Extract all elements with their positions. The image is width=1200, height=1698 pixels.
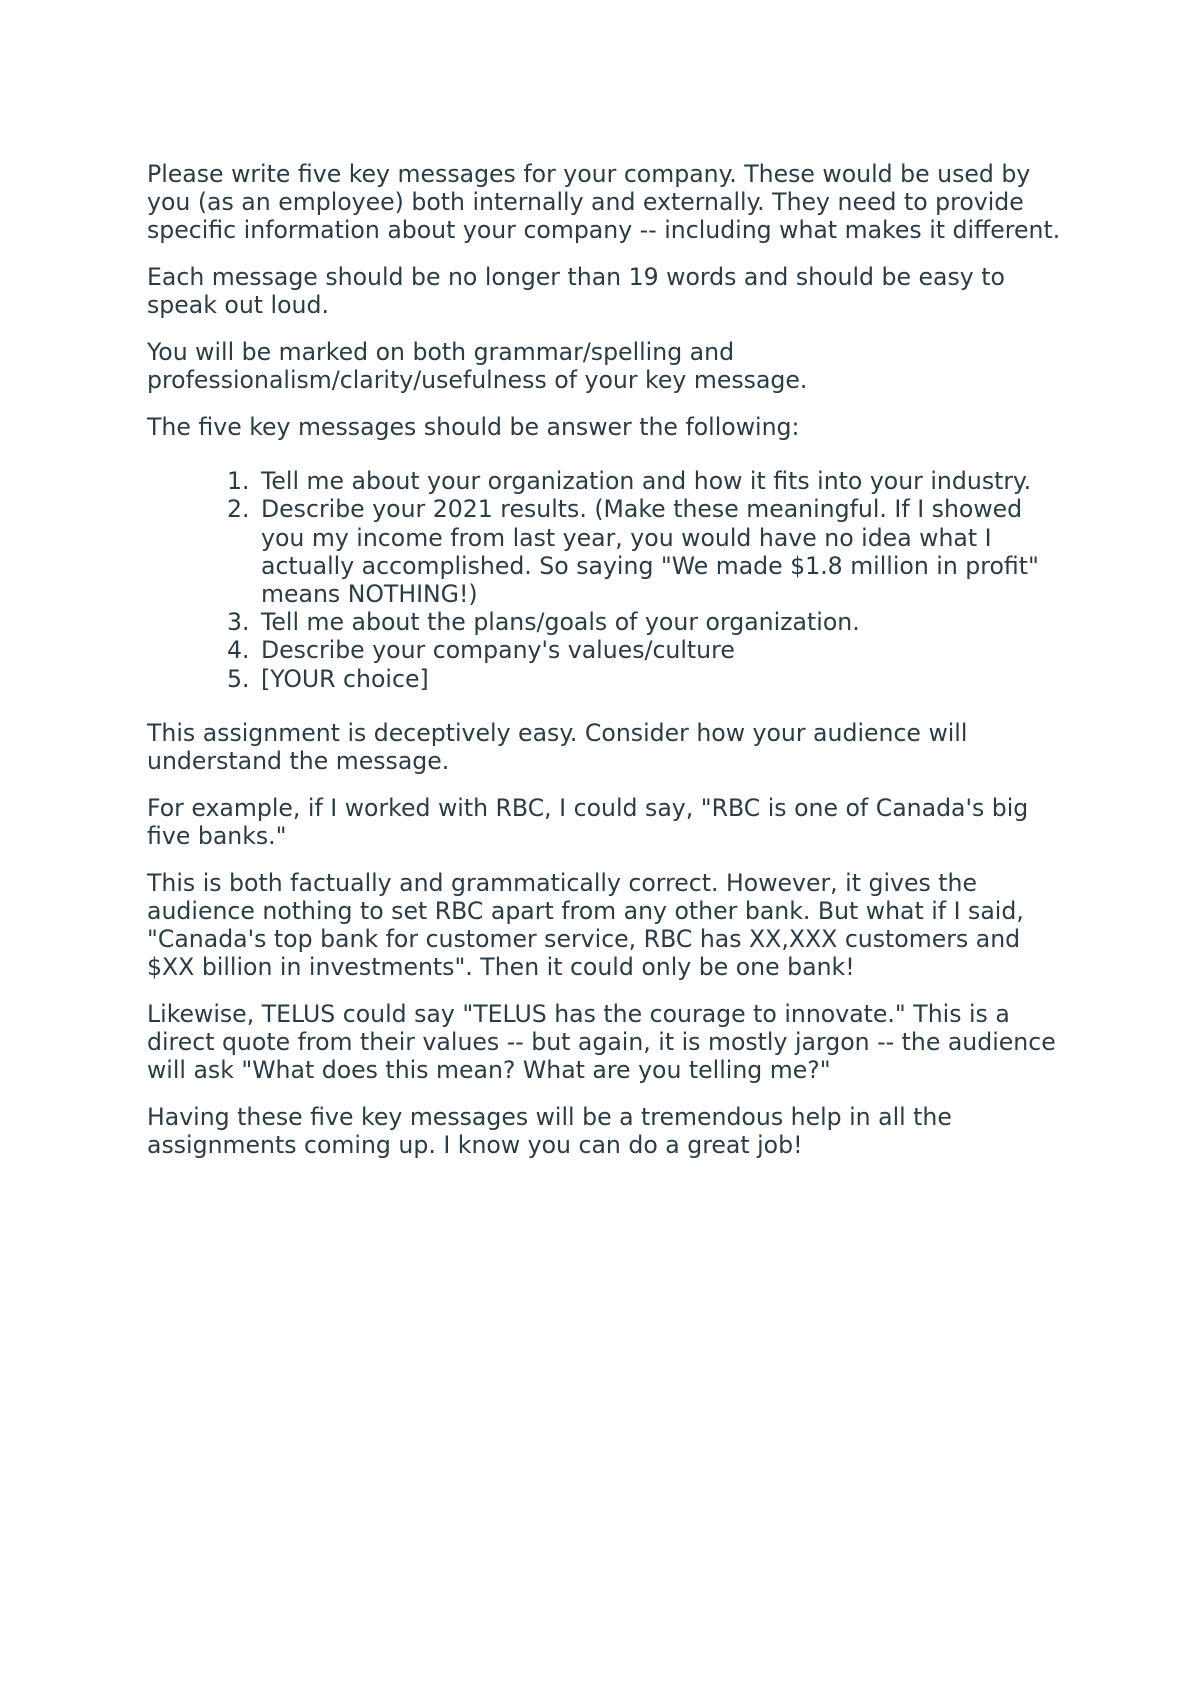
intro-paragraph: Please write five key messages for your company. These would be used by you (as an employee) both internally and externally. They need to provide specific information about your company -- including what makes it different. bbox=[147, 160, 1061, 245]
intro-paragraph: Each message should be no longer than 19 words and should be easy to speak out loud. bbox=[147, 263, 1005, 320]
list-item: 4. Describe your company's values/culture bbox=[257, 636, 1067, 664]
intro-paragraph: The five key messages should be answer the following: bbox=[147, 412, 800, 441]
closing-paragraph: Likewise, TELUS could say "TELUS has the courage to innovate." This is a direct quote from their values -- but again, it is mostly jargon -- the audience will ask "What does this mean? What are you telling me?" bbox=[147, 999, 1056, 1085]
closing-paragraph: Having these five key messages will be a tremendous help in all the assignments coming up. I know you can do a great job! bbox=[147, 1102, 952, 1160]
list-item: 5. [YOUR choice] bbox=[257, 665, 1067, 693]
document-body bbox=[147, 160, 1067, 1178]
closing-paragraph: This assignment is deceptively easy. Consider how your audience will understand the message. bbox=[147, 718, 968, 775]
key-messages-list bbox=[147, 467, 1067, 693]
closing-paragraph: For example, if I worked with RBC, I could say, "RBC is one of Canada's big five banks." bbox=[147, 793, 1029, 850]
list-item: 1. Tell me about your organization and how it fits into your industry. bbox=[257, 467, 1067, 495]
closing-paragraph: This is both factually and grammatically correct. However, it gives the audience nothing to set RBC apart from any other bank. But what if I said, "Canada's top bank for customer service, RBC has XX,XXX customers and $XX billion in investments". Then it could only be one bank! bbox=[147, 868, 1024, 982]
intro-paragraph: You will be marked on both grammar/spelling and professionalism/clarity/usefulness of your key message. bbox=[147, 338, 808, 395]
list-item: 3. Tell me about the plans/goals of your organization. bbox=[257, 608, 1067, 636]
list-item: 2. Describe your 2021 results. (Make these meaningful. If I showed you my income from last year, you would have no idea what I actually accomplished. So saying "We made $1.8 million in profit" means NOTHING!) bbox=[257, 495, 1067, 608]
